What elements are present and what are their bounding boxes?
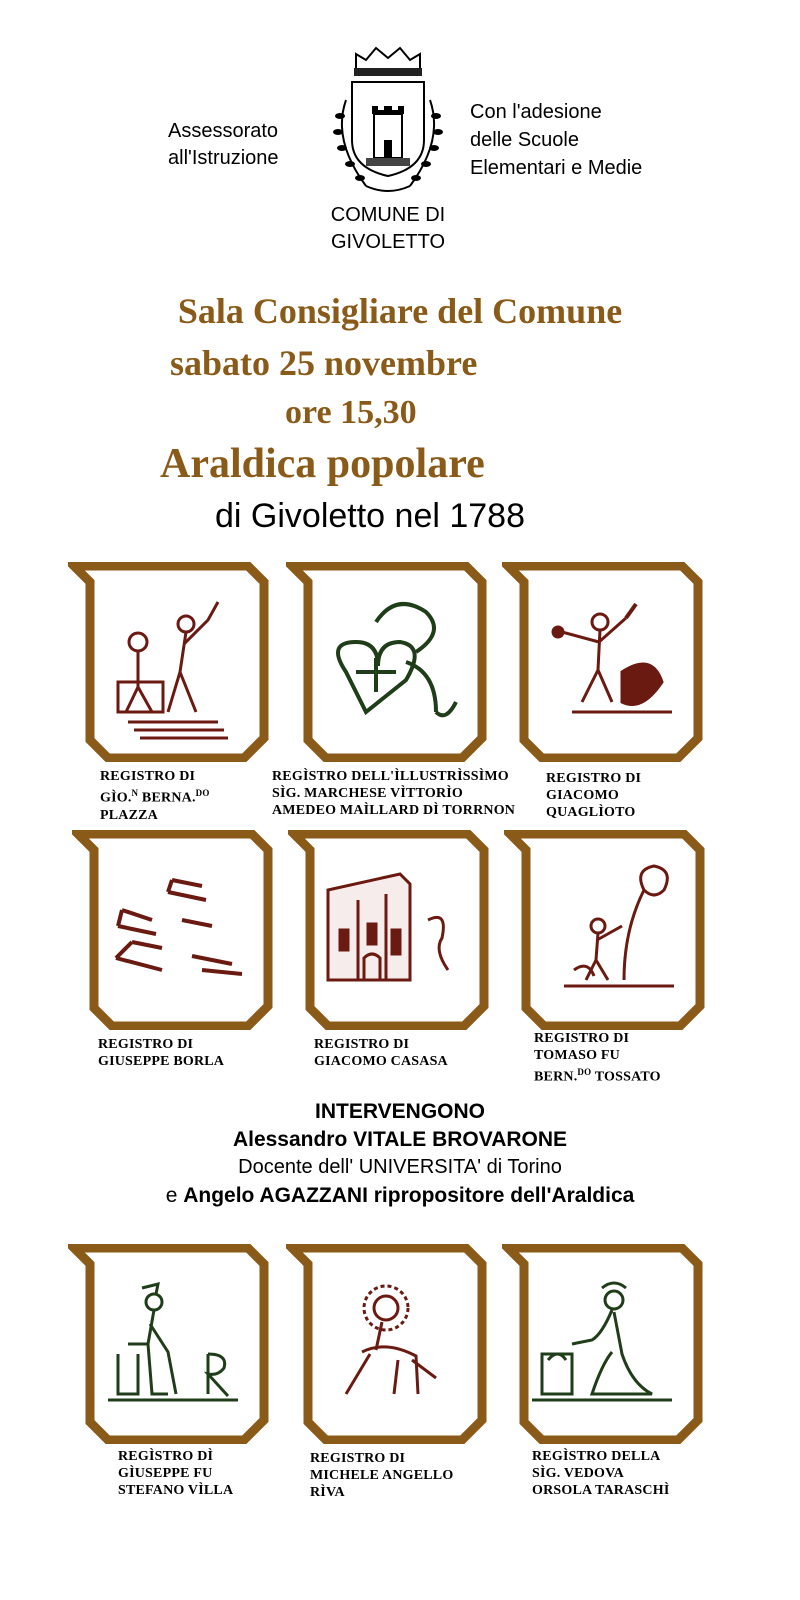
speaker-2-role: ripropositore dell'Araldica	[367, 1184, 635, 1207]
intervengono-heading: INTERVENGONO	[315, 1100, 485, 1123]
speaker-2-line: e Angelo AGAZZANI ripropositore dell'Araldica	[165, 1184, 635, 1207]
adesione-line1: Con l'adesione	[470, 101, 602, 123]
branches-icon	[72, 830, 284, 1030]
caption-5: REGISTRO DI GIACOMO CASASA	[314, 1037, 448, 1069]
caption-6: REGISTRO DI TOMASO FU BERN.$^{DO}$ TOSSATO	[534, 1031, 661, 1085]
comune-line2: GIVOLETTO	[330, 231, 446, 253]
tower-icon	[288, 830, 500, 1030]
wreath-rider-icon	[286, 1244, 498, 1444]
heart-vine-icon	[286, 562, 498, 762]
woodcutter-icon	[68, 562, 280, 762]
assessorato-line2: all'Istruzione	[168, 147, 279, 169]
adesione-line3: Elementari e Medie	[470, 157, 643, 179]
caption-3: REGISTRO DI GIACOMO QUAGLÌOTO	[546, 771, 642, 820]
speaker-1: Alessandro VITALE BROVARONE	[232, 1128, 568, 1151]
speaker-1-role: Docente dell' UNIVERSITA' di Torino	[238, 1156, 562, 1178]
venue-title: Sala Consigliare del Comune	[177, 291, 623, 331]
adesione-label	[470, 98, 690, 182]
caption-1: REGISTRO DI GÌO.$^N$ BERNA.$^{DO}$ PLAZZA	[100, 769, 210, 823]
caption-2: REGÌSTRO DELL'ÌLLUSTRÌSSÌMO SÌG. MARCHESE VÌTTORÌO AMEDEO MAÌLLARD DÌ TORRNON	[272, 769, 516, 818]
event-time: ore 15,30	[285, 394, 417, 431]
comune-line1: COMUNE DI	[330, 204, 446, 226]
caption-4: REGISTRO DI GIUSEPPE BORLA	[98, 1037, 225, 1069]
comune-label	[300, 202, 476, 256]
speaker-2: Angelo AGAZZANI	[183, 1184, 368, 1207]
caption-7: REGÌSTRO DÌ GÌUSEPPE FU STEFANO VÌLLA	[118, 1449, 234, 1498]
assessorato-label	[168, 118, 308, 172]
event-subtitle: di Givoletto nel 1788	[215, 497, 525, 535]
adesione-line2: delle Scuole	[470, 129, 579, 151]
caption-9: REGÌSTRO DELLA SÌG. VEDOVA ORSOLA TARASCHÌ	[532, 1449, 670, 1498]
farmer-icon	[502, 562, 714, 762]
assessorato-line1: Assessorato	[168, 120, 279, 142]
tree-man-icon	[504, 830, 716, 1030]
event-title: Araldica popolare	[160, 441, 485, 487]
figure-r-icon	[68, 1244, 280, 1444]
event-date: sabato 25 novembre	[170, 343, 478, 383]
castle-crest-icon	[326, 40, 450, 200]
woman-icon	[502, 1244, 714, 1444]
caption-8: REGISTRO DI MICHELE ANGELLO RÌVA	[310, 1451, 454, 1500]
